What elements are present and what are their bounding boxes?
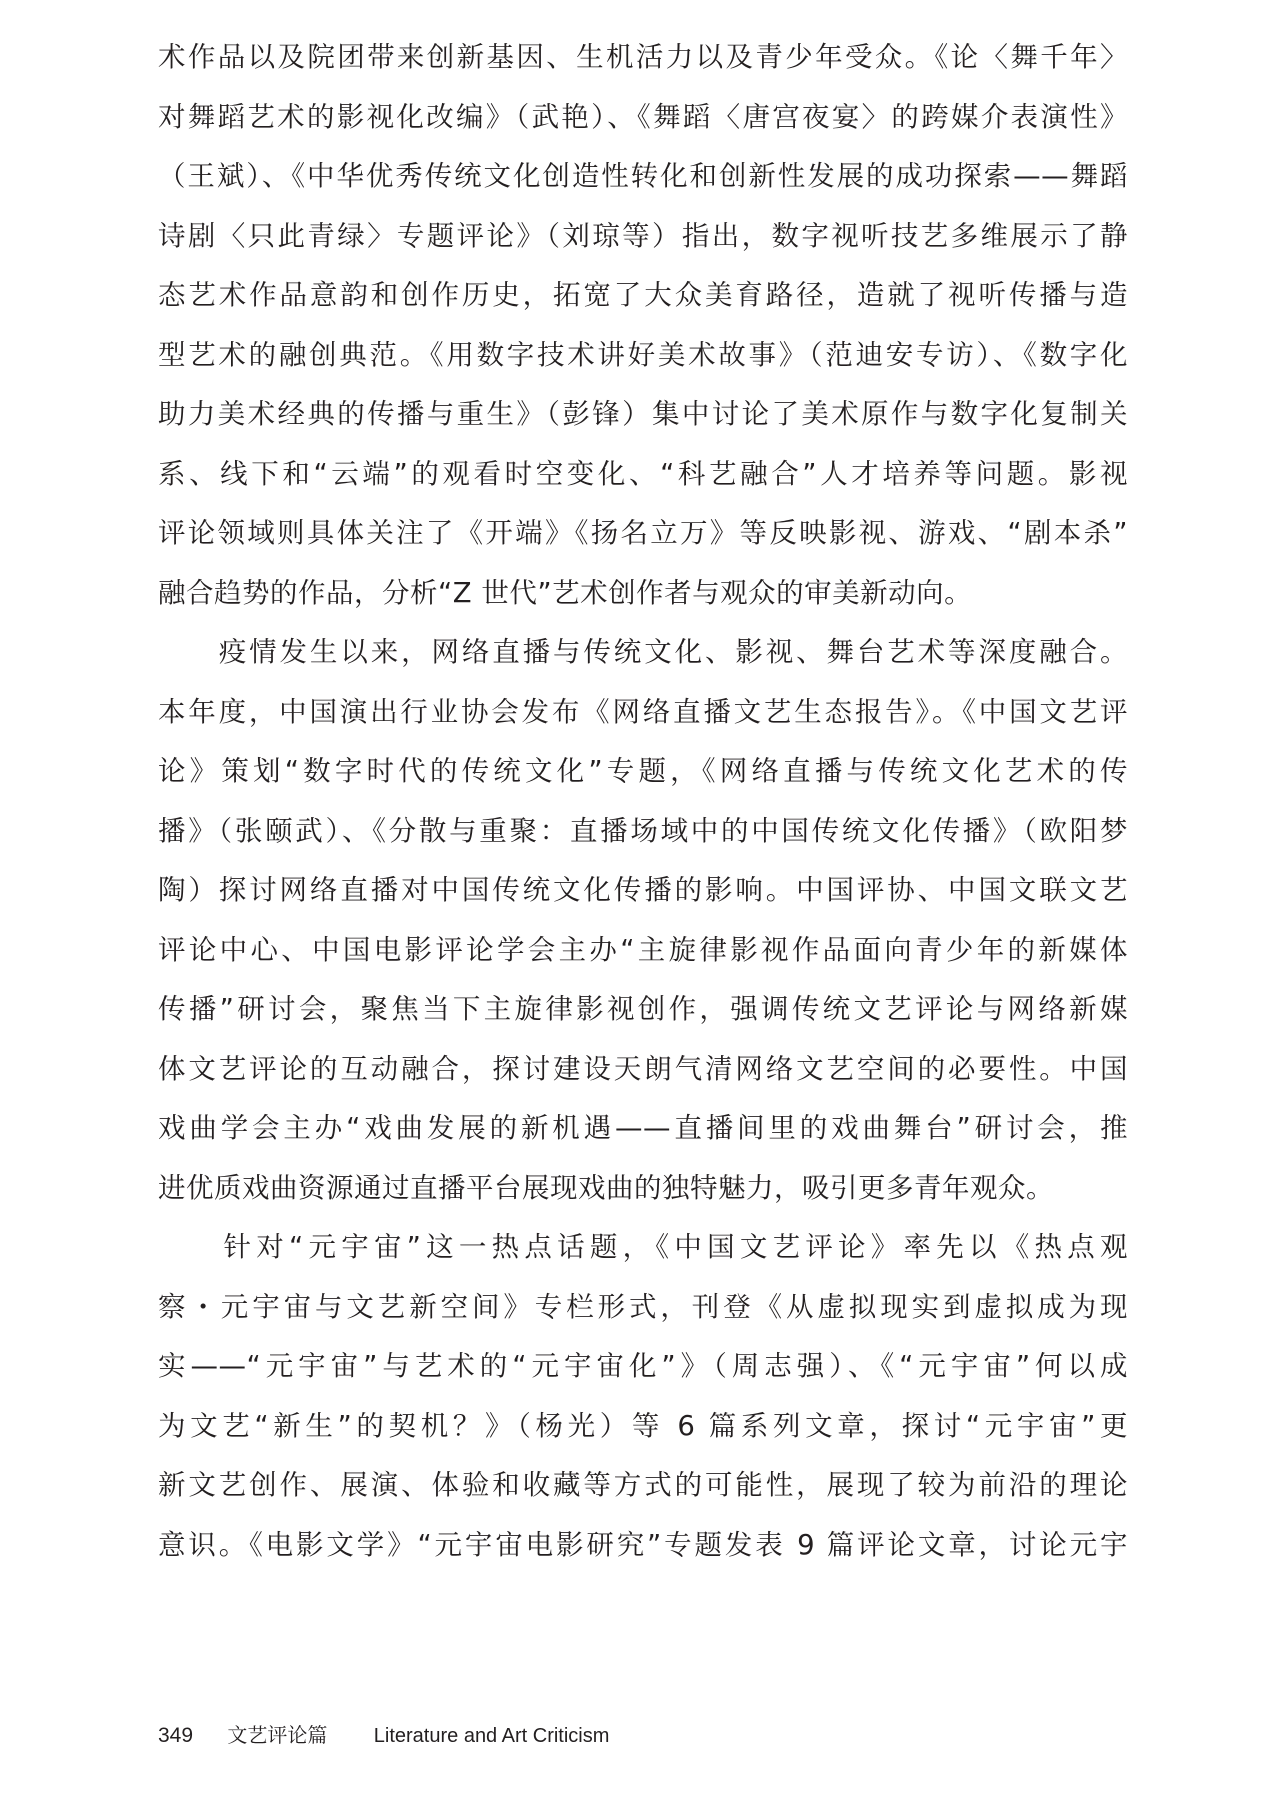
text-line: （王斌）、《中华优秀传统文化创造性转化和创新性发展的成功探索——舞蹈 — [158, 160, 1128, 192]
text-line: 本年度，中国演出行业协会发布《网络直播文艺生态报告》。《中国文艺评 — [158, 695, 1128, 728]
text-line: 意识。《电影文学》“元宇宙电影研究”专题发表 9 篇评论文章，讨论元宇 — [158, 1528, 1128, 1561]
body-text — [158, 28, 1128, 1575]
text-line: 评论领域则具体关注了《开端》《扬名立万》等反映影视、游戏、“剧本杀” — [158, 517, 1128, 549]
text-line: 诗剧〈只此青绿〉专题评论》（刘琼等）指出，数字视听技艺多维展示了静 — [158, 219, 1128, 252]
text-line: 实——“元宇宙”与艺术的“元宇宙化”》（周志强）、《“元宇宙”何以成 — [158, 1350, 1128, 1382]
text-line: 为文艺“新生”的契机？》（杨光）等 6 篇系列文章，探讨“元宇宙”更 — [158, 1409, 1128, 1442]
text-line: 传播”研讨会，聚焦当下主旋律影视创作，强调传统文艺评论与网络新媒 — [158, 993, 1128, 1025]
text-line: 型艺术的融创典范。《用数字技术讲好美术故事》（范迪安专访）、《数字化 — [158, 338, 1128, 371]
text-line: 陶）探讨网络直播对中国传统文化传播的影响。中国评协、中国文联文艺 — [158, 874, 1128, 906]
text-line: 疫情发生以来，网络直播与传统文化、影视、舞台艺术等深度融合。 — [158, 636, 1128, 668]
section-title-english: Literature and Art Criticism — [373, 1725, 610, 1747]
section-title-chinese: 文艺评论篇 — [227, 1723, 328, 1747]
text-line: 态艺术作品意韵和创作历史，拓宽了大众美育路径，造就了视听传播与造 — [158, 279, 1128, 311]
page-footer — [158, 1720, 609, 1750]
text-line: 播》（张颐武）、《分散与重聚：直播场域中的中国传统文化传播》（欧阳梦 — [158, 814, 1128, 847]
text-line: 进优质戏曲资源通过直播平台展现戏曲的独特魅力，吸引更多青年观众。 — [158, 1171, 1054, 1204]
text-line: 术作品以及院团带来创新基因、生机活力以及青少年受众。《论〈舞千年〉 — [158, 41, 1128, 73]
text-line: 针对“元宇宙”这一热点话题，《中国文艺评论》率先以《热点观 — [158, 1231, 1128, 1263]
text-line: 体文艺评论的互动融合，探讨建设天朗气清网络文艺空间的必要性。中国 — [158, 1052, 1128, 1085]
text-line: 对舞蹈艺术的影视化改编》（武艳）、《舞蹈〈唐宫夜宴〉的跨媒介表演性》 — [158, 100, 1128, 133]
text-line: 系、线下和“云端”的观看时空变化、“科艺融合”人才培养等问题。影视 — [158, 457, 1128, 490]
text-line: 新文艺创作、展演、体验和收藏等方式的可能性，展现了较为前沿的理论 — [158, 1469, 1128, 1501]
text-line: 评论中心、中国电影评论学会主办“主旋律影视作品面向青少年的新媒体 — [158, 933, 1128, 966]
text-line: 融合趋势的作品，分析“Z 世代”艺术创作者与观众的审美新动向。 — [158, 576, 973, 609]
text-line: 察・元宇宙与文艺新空间》专栏形式，刊登《从虚拟现实到虚拟成为现 — [158, 1290, 1128, 1323]
text-line: 助力美术经典的传播与重生》（彭锋）集中讨论了美术原作与数字化复制关 — [158, 398, 1128, 430]
text-line: 论》策划“数字时代的传统文化”专题，《网络直播与传统文化艺术的传 — [158, 755, 1128, 787]
text-line: 戏曲学会主办“戏曲发展的新机遇——直播间里的戏曲舞台”研讨会，推 — [158, 1112, 1128, 1144]
page-number: 349 — [158, 1724, 194, 1747]
